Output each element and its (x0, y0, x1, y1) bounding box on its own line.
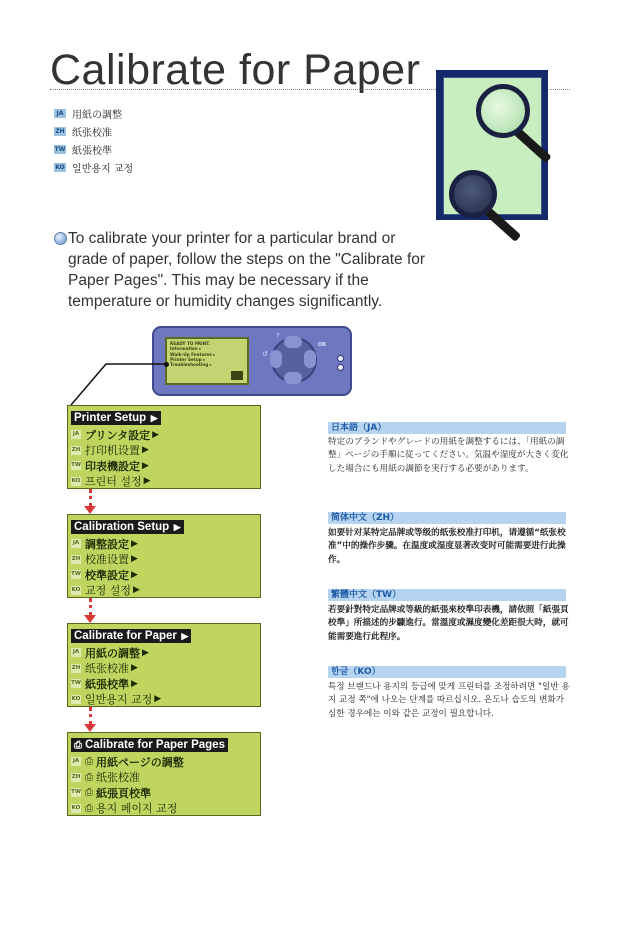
print-page-icon: ⎙ (74, 740, 82, 751)
language-label: 纸张校准 (72, 127, 112, 139)
section-heading-ko: 한글（KO） (328, 666, 566, 678)
menu-screen-printer-setup (67, 405, 261, 489)
down-arrow-icon (84, 724, 96, 732)
language-label: 일반용지 교정 (72, 163, 134, 175)
section-heading-ja: 日本語（JA） (328, 422, 566, 434)
down-arrow-icon (84, 506, 96, 514)
display-line: READY TO PRINT. (170, 341, 211, 346)
menu-item: ZH 打印机设置 ▶ (71, 444, 149, 458)
menu-item: JA 用紙の調整 ▶ (72, 646, 149, 660)
menu-item: JA 調整設定 ▶ (72, 537, 138, 551)
ok-button-label: OK (318, 342, 327, 348)
menu-screen-calibration-setup (67, 514, 261, 598)
section-body-ja: 特定のブランドやグレードの用紙を調整するには、「用紙の調整」ページの手順に従ってください。気温や湿度が大きく変化した場合にも用紙の調節を実行する必要があります。 (328, 437, 569, 474)
print-page-icon: ⎙ (85, 802, 93, 814)
menu-item: TW 紙張校準 ▶ (71, 677, 138, 691)
right-triangle-icon: ▶ (131, 663, 138, 674)
right-triangle-icon: ▶ (142, 445, 149, 456)
display-line: Printer Setup ▸ (170, 356, 206, 362)
language-code-badge: TW (54, 145, 66, 153)
menu-item: TW ⎙ 紙張頁校準 (71, 786, 151, 800)
menu-item: TW 校準設定 ▶ (71, 568, 138, 582)
menu-item: ZH 纸张校准 ▶ (71, 662, 138, 676)
right-triangle-icon: ▶ (142, 647, 149, 658)
print-page-icon: ⎙ (85, 756, 93, 768)
menu-item: KO 일반용지 교정 ▶ (71, 693, 162, 707)
right-triangle-icon: ▶ (142, 460, 149, 471)
display-line: Walk-Up Features ▸ (170, 351, 216, 357)
section-heading-tw: 繁體中文（TW） (328, 589, 566, 601)
section-body-zh: 如要针对某特定品牌或等级的纸张校准打印机，请遵循“纸张校准”中的操作步骤。在温度或湿度显著改变时可能需要进行此操作。 (328, 528, 566, 565)
page-title: Calibrate for Paper (50, 46, 421, 94)
flow-connector (89, 598, 92, 616)
menu-screen-calibrate-for-paper (67, 623, 261, 707)
help-icon: ? (276, 332, 280, 340)
menu-item: ZH ⎙ 纸张校准 (71, 771, 140, 785)
right-triangle-icon: ▶ (178, 631, 189, 641)
menu-item: KO 교정 설정 ▶ (71, 584, 140, 598)
back-icon: ↺ (262, 350, 268, 358)
flow-connector (89, 707, 92, 725)
display-line: Information ▸ (170, 346, 202, 352)
menu-screen-calibrate-for-paper-pages (67, 732, 261, 816)
menu-header: Calibration Setup ▶ (71, 520, 184, 534)
print-page-icon: ⎙ (85, 771, 93, 783)
menu-item: KO 프린터 설정 ▶ (71, 475, 151, 489)
right-triangle-icon: ▶ (131, 554, 138, 565)
language-code-badge: KO (55, 163, 65, 171)
menu-item: KO ⎙ 용지 페이지 교정 (71, 802, 178, 816)
down-arrow-icon (84, 615, 96, 623)
language-label: 紙張校準 (72, 145, 112, 157)
section-heading-zh: 简体中文（ZH） (328, 512, 566, 524)
right-triangle-icon: ▶ (148, 413, 158, 423)
right-triangle-icon: ▶ (154, 694, 162, 705)
menu-item: JA ⎙ 用紙ページの調整 (72, 755, 184, 769)
flow-connector (89, 489, 92, 507)
section-body-tw: 若要針對特定品牌或等級的紙張來校準印表機，請依照「紙張頁校準」所描述的步驟進行。當溫度或濕度變化差距很大時，就可能需要進行此程序。 (328, 605, 569, 642)
language-label: 用紙の調整 (72, 109, 122, 121)
menu-item: TW 印表機設定 ▶ (71, 459, 149, 473)
menu-header: Printer Setup ▶ (71, 411, 161, 425)
right-triangle-icon: ▶ (131, 678, 138, 689)
right-triangle-icon: ▶ (152, 429, 160, 440)
language-code-badge: JA (54, 109, 66, 118)
language-code-badge: ZH (55, 127, 65, 135)
print-page-icon: ⎙ (85, 787, 93, 799)
section-body-ko: 특정 브랜드나 용지의 등급에 맞게 프린터를 조정하려면 "일반 용지 교정 쪽"에 나오는 단계를 따르십시오. 온도나 습도의 변화가 심한 경우에는 이와 같은 교정이 필요합니다. (328, 682, 570, 719)
right-triangle-icon: ▶ (131, 538, 138, 549)
display-line: Troubleshooting ▸ (170, 362, 212, 368)
menu-header: Calibrate for Paper ▶ (71, 629, 191, 643)
menu-header: ⎙ Calibrate for Paper Pages (71, 738, 228, 752)
right-triangle-icon: ▶ (171, 522, 181, 532)
right-triangle-icon: ▶ (143, 476, 151, 487)
intro-paragraph: To calibrate your printer for a particular brand or grade of paper, follow the steps on the "Calibrate for Paper Pages". This may be necessary if the temperature or humidity changes significantly. (68, 230, 426, 310)
right-triangle-icon: ▶ (133, 585, 140, 596)
menu-item: ZH 校准设置 ▶ (71, 553, 138, 567)
menu-item: JA プリンタ設定 ▶ (72, 428, 160, 442)
right-triangle-icon: ▶ (131, 569, 138, 580)
